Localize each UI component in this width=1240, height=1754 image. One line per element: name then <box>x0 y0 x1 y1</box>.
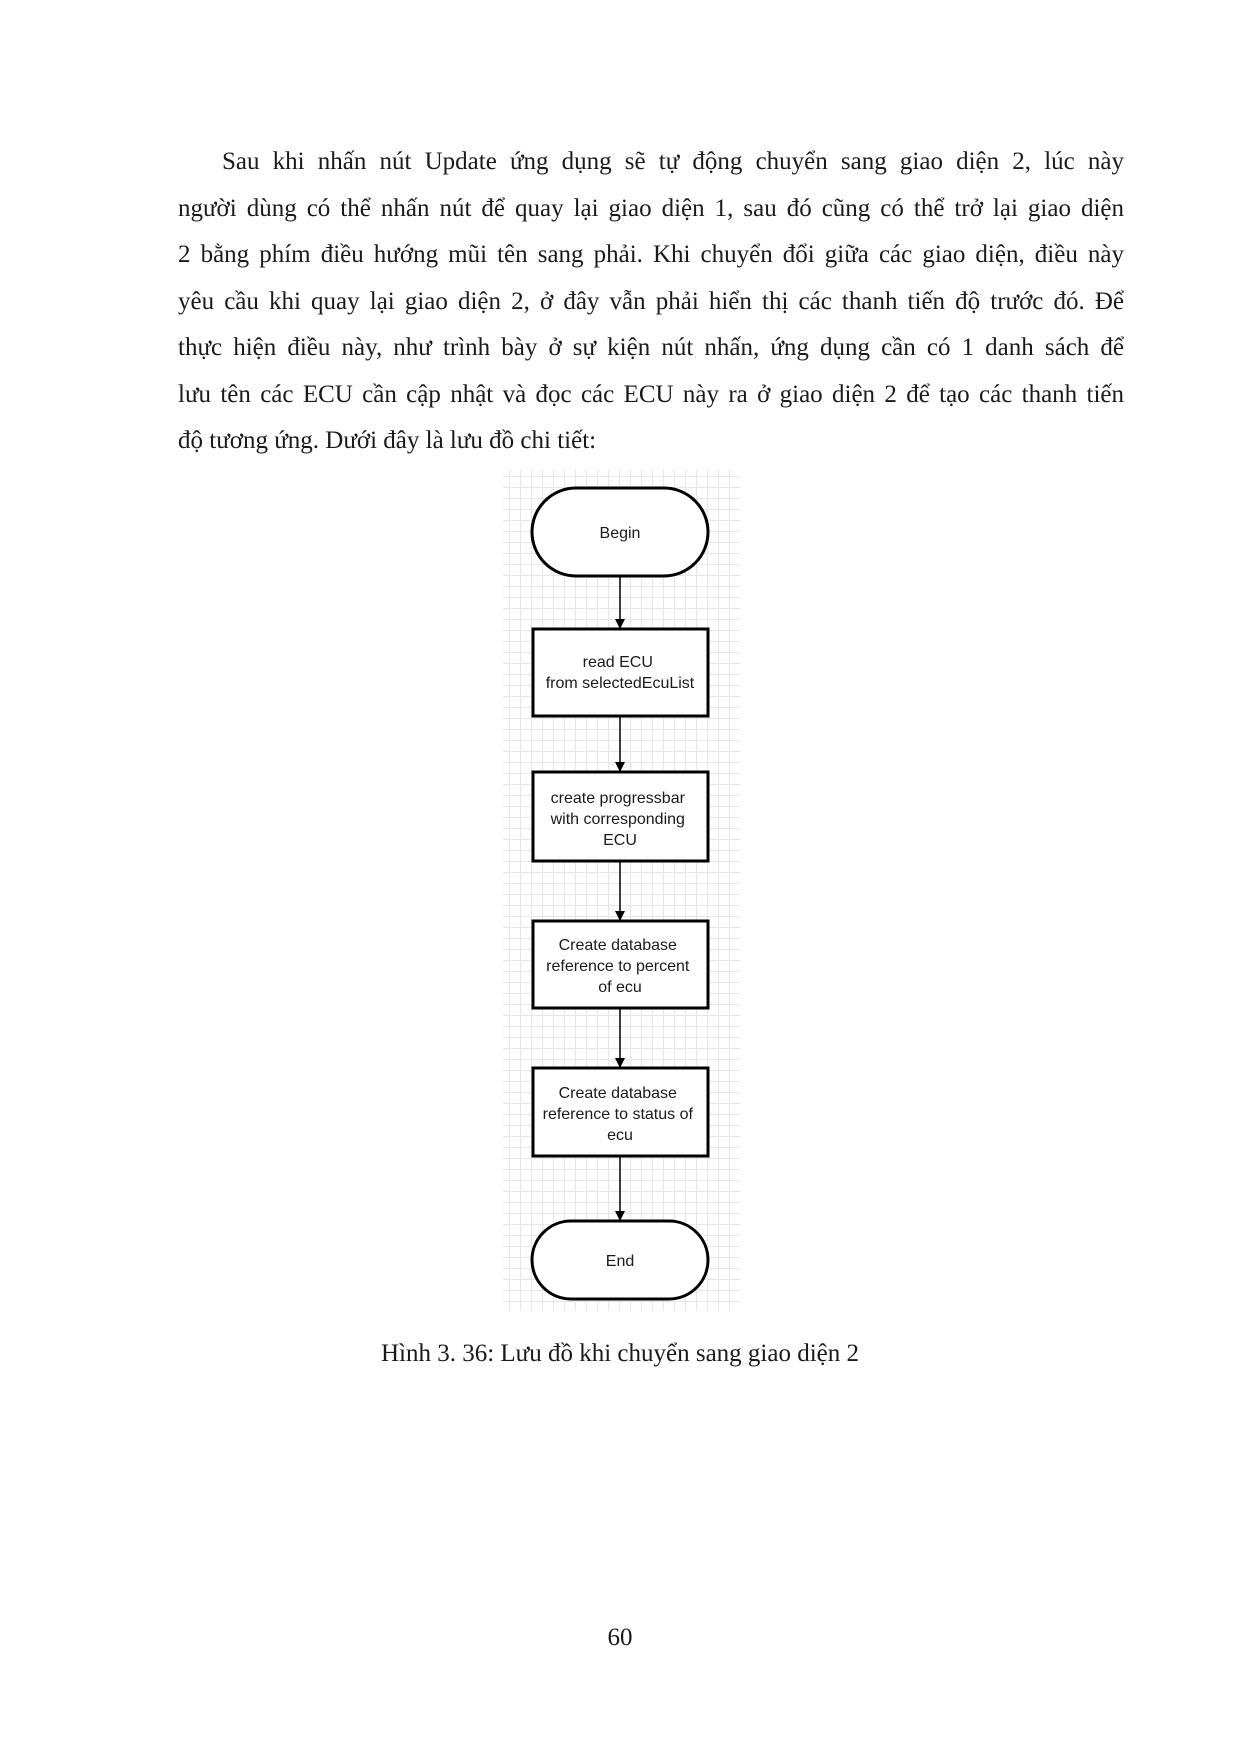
paragraph-line: lưu tên các ECU cần cập nhật và đọc các ECU này ra ở giao diện 2 để tạo các thanh tiến <box>178 380 1124 408</box>
paragraph-line: độ tương ứng. Dưới đây là lưu đồ chi tiết: <box>178 427 597 454</box>
begin-label: Begin <box>599 525 641 542</box>
flowchart-figure <box>503 470 740 1311</box>
process-create-progressbar-label: create progressbar with corresponding ECU <box>550 790 685 849</box>
end-label: End <box>605 1253 635 1270</box>
process-create-db-status-label: Create database reference to status of ecu <box>542 1085 693 1144</box>
process-create-db-percent-label: Create database reference to percent of ecu <box>546 937 690 996</box>
paragraph-line: Sau khi nhấn nút Update ứng dụng sẽ tự động chuyển sang giao diện 2, lúc này <box>222 148 1124 175</box>
paragraph-line: yêu cầu khi quay lại giao diện 2, ở đây vẫn phải hiển thị các thanh tiến độ trước đó. Để <box>178 287 1124 315</box>
process-read-ecu-label: read ECU from selectedEcuList <box>545 654 695 692</box>
paragraph-line: 2 bằng phím điều hướng mũi tên sang phải. Khi chuyển đổi giữa các giao diện, điều này <box>178 241 1124 268</box>
paragraph-line: người dùng có thể nhấn nút để quay lại giao diện 1, sau đó cũng có thể trở lại giao diện <box>178 194 1124 222</box>
body-paragraph <box>178 139 1124 465</box>
figure-caption: Hình 3. 36: Lưu đồ khi chuyển sang giao diện 2 <box>380 1340 860 1367</box>
process-read-ecu <box>533 629 708 716</box>
page-number: 60 <box>607 1624 633 1651</box>
paragraph-line: thực hiện điều này, như trình bày ở sự kiện nút nhấn, ứng dụng cần có 1 danh sách để <box>178 334 1124 361</box>
flowchart-diagram <box>503 470 740 1311</box>
